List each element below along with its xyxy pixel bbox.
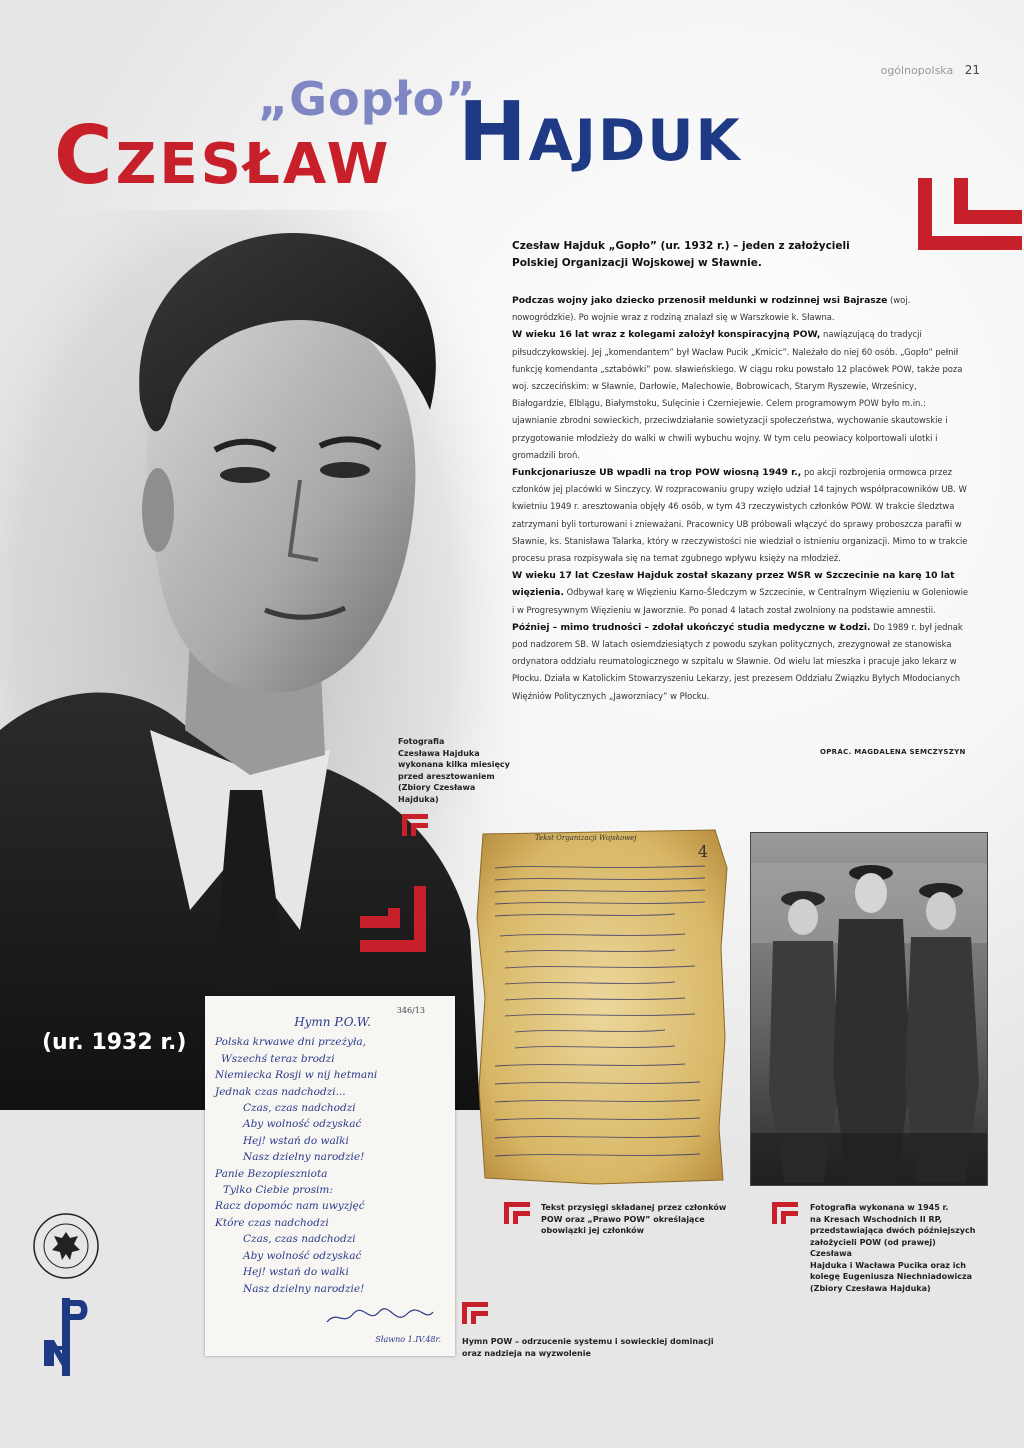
article-intro — [512, 238, 972, 272]
section-label: ogólnopolska — [880, 64, 954, 77]
ipn-logo-icon — [40, 1296, 92, 1378]
last-name-title: Hajduk — [458, 85, 742, 180]
caption-line: przedstawiająca dwóch późniejszych — [810, 1226, 976, 1235]
caption-line: oraz nadzieja na wyzwolenie — [462, 1348, 591, 1358]
manuscript-line: Hej! wstań do walki — [243, 1266, 349, 1279]
group-photo — [750, 832, 988, 1186]
page-number: 21 — [964, 63, 980, 77]
manuscript-line: Niemiecka Rosji w nij hetmani — [215, 1069, 378, 1082]
article-paragraph — [512, 464, 972, 567]
page-header — [881, 63, 980, 77]
paragraph-lead: Podczas wojny jako dziecko przenosił meldunki w rodzinnej wsi Bajrasze — [512, 295, 888, 306]
corner-mark-small — [462, 1302, 488, 1324]
manuscript-line: Hej! wstań do walki — [243, 1134, 349, 1147]
manuscript-title: Hymn P.O.W. — [294, 1015, 371, 1029]
manuscript-line: Polska krwawe dni przeżyła, — [215, 1036, 366, 1049]
hymn-caption — [462, 1336, 752, 1359]
oath-header: Tekst Organizacji Wojskowej — [535, 834, 637, 842]
corner-mark-small — [402, 814, 428, 836]
corner-mark-medium — [360, 886, 426, 952]
caption-line: Hajduka i Wacława Pucika oraz ich — [810, 1260, 966, 1270]
manuscript-page-marks: 346/13 — [396, 1006, 425, 1015]
caption-line: Fotografia wykonana w 1945 r. — [810, 1203, 949, 1212]
caption-line: przed aresztowaniem — [398, 771, 495, 781]
manuscript-line: Aby wolność odzyskać — [243, 1118, 362, 1131]
caption-line: kolegę Eugeniusza Niechniadowicza — [810, 1272, 973, 1281]
manuscript-line: Czas, czas nadchodzi — [243, 1233, 356, 1246]
caption-line: Hymn POW – odrzucenie systemu i sowieckiej dominacji — [462, 1337, 714, 1346]
paragraph-text: Odbywał karę w Więzieniu Karno-Śledczym w Szczecinie, w Centralnym Więzieniu w Goleniowie i w Progresywnym Więzieniu w Jaworznie. Po ponad 4 latach został zwolniony na podstawie amnestii. — [512, 587, 969, 615]
group-caption — [810, 1202, 980, 1294]
first-name-title: Czesław — [54, 109, 392, 202]
manuscript-line: Czas, czas nadchodzi — [243, 1102, 356, 1115]
manuscript-line: Aby wolność odzyskać — [243, 1249, 362, 1262]
article-paragraph — [512, 326, 972, 464]
article-author: OPRAC. MAGDALENA SEMCZYSZYN — [820, 748, 966, 756]
caption-line: założycieli POW (od prawej) Czesława — [810, 1237, 936, 1258]
caption-line: wykonana kilka miesięcy — [398, 760, 510, 769]
intro-line-2: Polskiej Organizacji Wojskowej w Sławnie. — [512, 257, 762, 269]
paragraph-text: Do 1989 r. był jednak pod nadzorem SB. W latach osiemdziesiątych z powodu szykan politycznych, zrezygnował ze stanowiska ordynatora oddziału reumatologicznego w szpitalu w Sławnie. Od wielu lat mieszka i pracuje jako lekarz w Płocku. Działa w Katolickim Stowarzyszeniu Lekarzy, jest prezesem Oddziału Związku Byłych Młodocianych Więźniów Politycznych „Jaworzniacy” w Płocku. — [512, 621, 963, 701]
portrait-caption — [398, 736, 518, 805]
ipn-seal-icon — [32, 1212, 100, 1280]
article-paragraph — [512, 567, 972, 619]
caption-line: POW oraz „Prawo POW” określające — [541, 1214, 705, 1224]
manuscript-line: Wszechś teraz brodzi — [221, 1052, 335, 1065]
signature-scribble — [325, 1306, 435, 1328]
paragraph-text: (woj. nowogródzkie). Po wojnie wraz z rodziną znalazł się w Warszkowie k. Sławna. — [512, 295, 911, 323]
paragraph-lead: Później – mimo trudności – zdołał ukończyć studia medyczne w Łodzi. — [512, 621, 871, 633]
corner-mark-small — [504, 1202, 530, 1224]
caption-line: Czesława Hajduka — [398, 748, 480, 758]
paragraph-lead: W wieku 17 lat Czesław Hajduk został skazany przez WSR w Szczecinie na karę 10 lat więzienia. — [512, 570, 955, 599]
manuscript-signature-date: Sławno 1.IV.48r. — [375, 1335, 441, 1344]
oath-document — [475, 828, 730, 1188]
portrait-photo — [0, 210, 520, 1110]
manuscript-text — [215, 1014, 450, 1297]
pseudonym-title: „Gopło” — [258, 72, 477, 126]
intro-line-1: Czesław Hajduk „Gopło” (ur. 1932 r.) – jeden z założycieli — [512, 240, 850, 252]
hymn-manuscript — [205, 996, 455, 1356]
article-paragraph — [512, 619, 972, 705]
manuscript-line: Które czas nadchodzi — [215, 1216, 329, 1229]
paragraph-text: po akcji rozbrojenia ormowca przez członków jej placówki w Sinczycy. W rozpracowaniu grupy wzięło udział 14 tajnych współpracowników UB. W kwietniu 1949 r. aresztowania objęły 46 osób, w tym 43 rzeczywistych członków POW. W trakcie śledztwa zatrzymani byli torturowani i znieważani. Pracownicy UB próbowali włączyć do sprawy proboszcza parafii w Sławnie, ks. Stanisława Talarka, który w rzeczywistości nie wiedział o istnieniu organizacji. Mimo to w trakcie procesu prasa rozpisywała się na temat zgubnego wpływu księży na młodzież. — [512, 467, 968, 564]
caption-line: (Zbiory Czesława Hajduka) — [810, 1283, 931, 1293]
manuscript-line: Nasz dzielny narodzie! — [243, 1282, 365, 1295]
corner-mark-small — [772, 1202, 798, 1224]
caption-line: (Zbiory Czesława Hajduka) — [398, 783, 476, 804]
manuscript-line: Racz dopomóc nam uwyzjęć — [215, 1200, 365, 1213]
article-body — [512, 238, 972, 705]
oath-page-mark: 4 — [697, 842, 708, 861]
manuscript-line: Tylko Ciebie prosim: — [223, 1184, 333, 1197]
caption-line: Tekst przysięgi składanej przez członków — [541, 1203, 727, 1212]
caption-line: Fotografia — [398, 737, 445, 746]
manuscript-line: Nasz dzielny narodzie! — [243, 1151, 365, 1164]
caption-line: obowiązki jej członków — [541, 1226, 644, 1235]
manuscript-line: Jednak czas nadchodzi... — [215, 1085, 346, 1098]
birth-year-label: (ur. 1932 r.) — [42, 1030, 187, 1055]
paragraph-lead: W wieku 16 lat wraz z kolegami założył konspiracyjną POW, — [512, 329, 821, 341]
paragraph-text: nawiązującą do tradycji piłsudczykowskiej. Jej „komendantem” był Wacław Pucik „Kmicic”. Należało do niej 60 osób. „Gopło” pełnił funkcję komendanta „sztabówki” pow. sławieńskiego. W ciągu roku powstało 12 placówek POW, także poza woj. szczecińskim: w Sławnie, Darłowie, Malechowie, Bobrowicach, Starym Ryszewie, Wrześnicy, Białogardzie, Elblągu, Białymstoku, Sulęcinie i Czerniejewie. Celem programowym POW było m.in.: ujawnianie zbrodni sowieckich, przeciwdziałanie sowietyzacji społeczeństwa, wychowanie skautowskie i przygotowanie młodzieży do walki w chwili wybuchu wojny. W tym celu peowiacy kolportowali ulotki i gromadzili broń. — [512, 329, 963, 460]
article-paragraph — [512, 292, 972, 326]
caption-line: na Kresach Wschodnich II RP, — [810, 1214, 943, 1224]
manuscript-line: Panie Bezopieszniota — [215, 1167, 328, 1180]
paragraph-lead: Funkcjonariusze UB wpadli na trop POW wiosną 1949 r., — [512, 467, 802, 479]
oath-caption — [541, 1202, 741, 1237]
